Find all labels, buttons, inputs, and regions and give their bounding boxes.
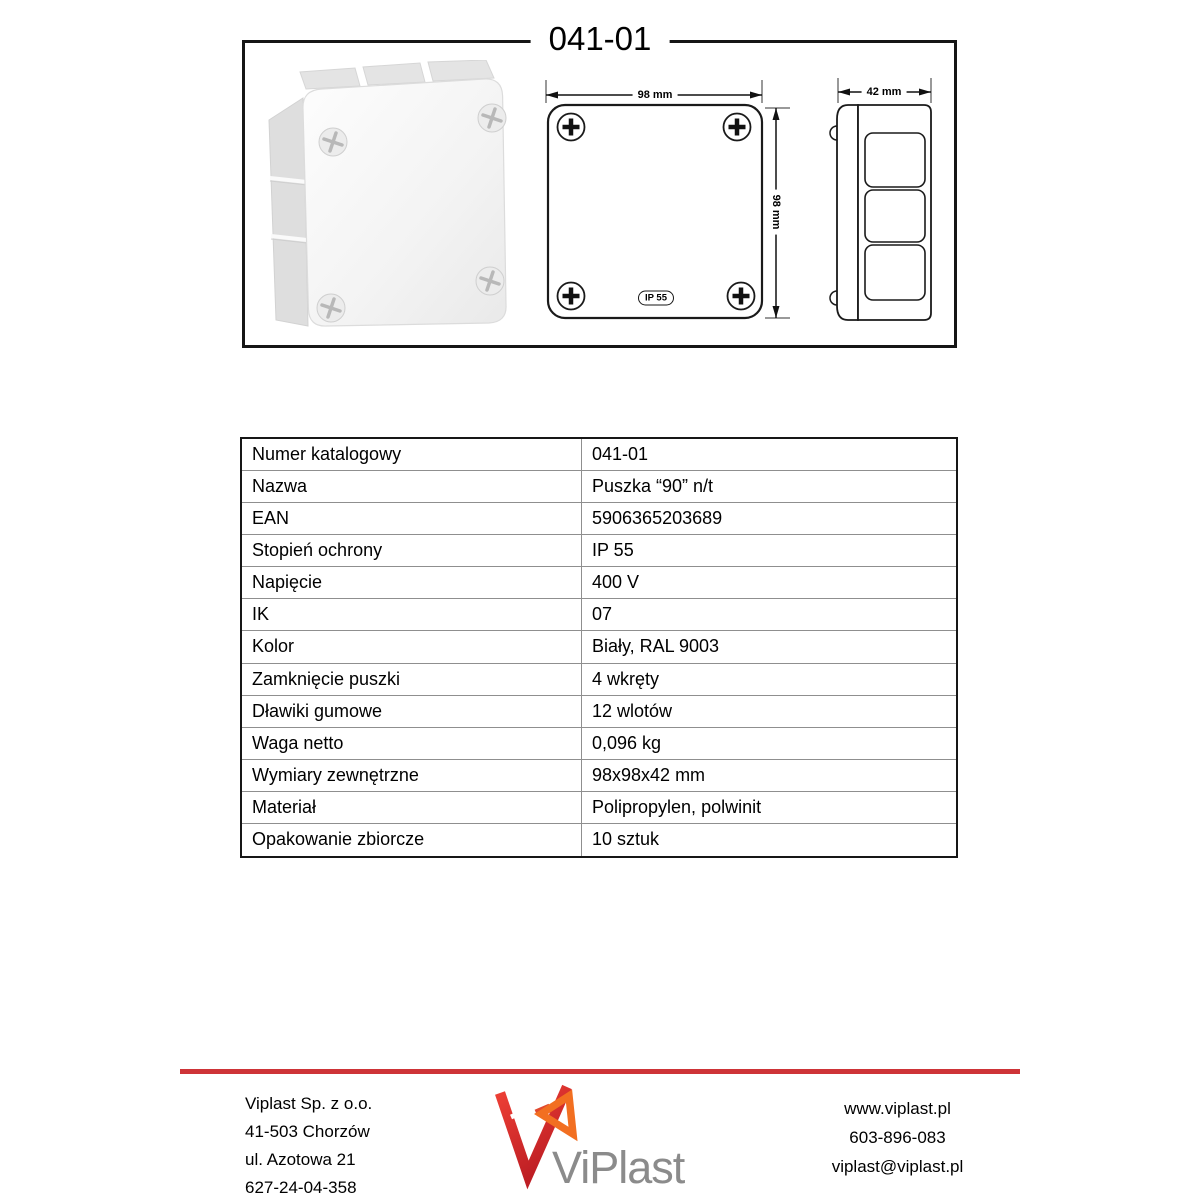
table-row xyxy=(242,567,956,599)
side-view-drawing xyxy=(828,73,940,328)
spec-value: 07 xyxy=(592,604,613,625)
table-row xyxy=(242,535,956,567)
knockout-panel xyxy=(865,133,925,187)
knockout-panel xyxy=(865,245,925,300)
spec-value: 0,096 kg xyxy=(592,732,662,753)
table-row xyxy=(242,696,956,728)
spec-label: Materiał xyxy=(242,792,582,823)
website-link[interactable]: www.viplast.pl xyxy=(844,1099,951,1118)
spec-table xyxy=(240,437,958,858)
spec-label: Stopień ochrony xyxy=(242,535,582,566)
spec-label: Dławiki gumowe xyxy=(242,696,582,727)
spec-value: Polipropylen, polwinit xyxy=(592,796,762,817)
spec-value: 041-01 xyxy=(592,444,649,465)
table-row xyxy=(242,792,956,824)
side-knockouts xyxy=(269,98,308,326)
spec-value: Biały, RAL 9003 xyxy=(592,636,720,657)
spec-label: EAN xyxy=(242,503,582,534)
spec-value: 98x98x42 mm xyxy=(592,764,706,785)
spec-label: Zamknięcie puszki xyxy=(242,664,582,695)
viplast-logo-text: ViPlast xyxy=(552,1142,685,1193)
company-name: Viplast Sp. z o.o. xyxy=(245,1094,373,1113)
table-row xyxy=(242,760,956,792)
spec-label: IK xyxy=(242,599,582,630)
front-width-dimension: 98 mm xyxy=(633,89,678,101)
spec-label: Nazwa xyxy=(242,471,582,502)
screw-icon xyxy=(476,267,504,295)
spec-value: IP 55 xyxy=(592,540,634,561)
company-street: ul. Azotowa 21 xyxy=(245,1150,356,1169)
footer-divider xyxy=(180,1069,1020,1074)
product-photo xyxy=(256,60,526,350)
table-row xyxy=(242,599,956,631)
spec-label: Wymiary zewnętrzne xyxy=(242,760,582,791)
spec-label: Numer katalogowy xyxy=(242,439,582,470)
company-city: 41-503 Chorzów xyxy=(245,1122,370,1141)
knockout-panel xyxy=(865,190,925,242)
company-phone: 627-24-04-358 xyxy=(245,1178,357,1197)
spec-value: 5906365203689 xyxy=(592,508,723,529)
table-row xyxy=(242,503,956,535)
spec-label: Opakowanie zbiorcze xyxy=(242,824,582,856)
table-row xyxy=(242,471,956,503)
email-link[interactable]: viplast@viplast.pl xyxy=(831,1157,964,1176)
catalog-number-title: 041-01 xyxy=(531,19,670,59)
screw-icon xyxy=(317,294,345,322)
table-row xyxy=(242,631,956,663)
table-row xyxy=(242,439,956,471)
screw-icon xyxy=(478,104,506,132)
contact-info xyxy=(780,1094,1015,1181)
spec-value: 4 wkręty xyxy=(592,668,660,689)
front-height-dimension: 98 mm xyxy=(770,190,782,235)
screw-icon xyxy=(319,128,347,156)
company-address xyxy=(245,1090,372,1200)
lid-face xyxy=(303,79,506,326)
table-row xyxy=(242,664,956,696)
spec-value: 10 sztuk xyxy=(592,829,660,850)
table-row xyxy=(242,728,956,760)
mobile-phone: 603-896-083 xyxy=(849,1128,946,1147)
spec-value: 12 wlotów xyxy=(592,700,673,721)
spec-value: 400 V xyxy=(592,572,640,593)
side-width-dimension: 42 mm xyxy=(862,86,907,98)
table-row xyxy=(242,824,956,856)
spec-label: Waga netto xyxy=(242,728,582,759)
spec-label: Kolor xyxy=(242,631,582,662)
ip-rating-badge: IP 55 xyxy=(638,291,674,306)
spec-value: Puszka “90” n/t xyxy=(592,476,714,497)
spec-label: Napięcie xyxy=(242,567,582,598)
